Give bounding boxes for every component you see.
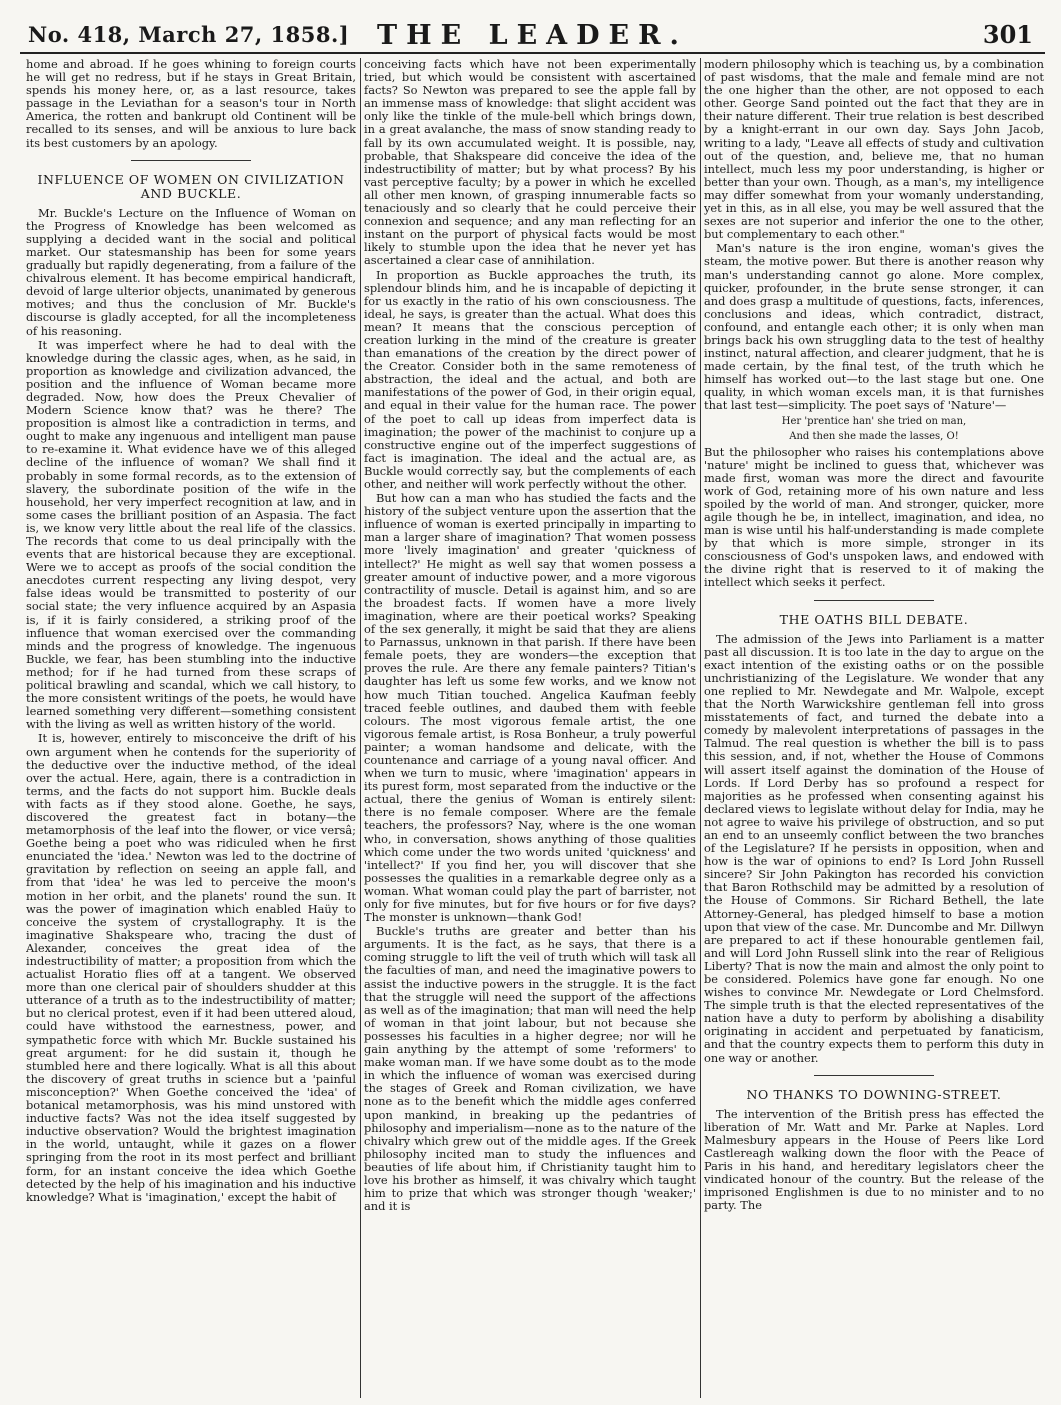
- divider: [131, 160, 251, 161]
- paragraph: Man's nature is the iron engine, woman's gives the steam, the motive power. But there is another reason why man's understanding cannot go alone. More complex, quicker, profounder, in the brute sense stronger, it can and does grasp a multitude of questions, facts, inferences, conclusions and ideas, which contradict, distract, confound, and entangle each other; it is only when man brings back his own struggling data to the test of healthy instinct, natural affection, and clearer judgment, that he is made certain, by the final test, of the truth which he himself has worked out—to the last stage but one. One quality, in which woman excels man, it is that furnishes that last test—simplicity. The poet says of 'Nature'—: [704, 241, 1044, 413]
- paragraph: Mr. Buckle's Lecture on the Influence of Woman on the Progress of Knowledge has been welcomed as supplying a decided want in the social and political market. Our statesmanship has been for some years gradually but rapidly degenerating, from a failure of the chivalrous element. It has become empirical handicraft, devoid of large ulterior objects, unanimated by generous motives; and thus the conclusion of Mr. Buckle's discourse is gladly accepted, for all the incompleteness of his reasoning.: [26, 205, 356, 338]
- verse-line: Her 'prentice han' she tried on man,: [781, 415, 967, 427]
- paragraph: It was imperfect where he had to deal with the knowledge during the classic ages, when, as he said, in proportion as knowledge and civilization advanced, the position and the influence of Woman became more degraded. Now, how does the Preux Chevalier of Modern Science know that? was he there? The proposition is almost like a contradiction in terms, and ought to make any ingenuous and intelligent man pause to re-examine it. What evidence have we of this alleged decline of the influence of woman? We shall find it probably in some formal records, as to the extension of slavery, the subordinate position of the wife in the household, her very imperfect recognition at law, and in some cases the brilliant position of an Aspasia. The fact is, we know very little about the real life of the classics. The records that come to us deal principally with the events that are historical because they are exceptional. Were we to accept as proofs of the social condition the anecdotes current respecting any living despot, very false ideas would be transmitted to posterity of our social state; the very influence acquired by an Aspasia is, if it is fairly considered, a striking proof of the influence that woman exercised over the commanding minds and the progress of knowledge. The ingenuous Buckle, we fear, has been stumbling into the inductive method; for if he had turned from these scraps of political brawling and scandal, which we call history, to the more consistent writings of the poets, he would have learned something very different—something consistent with the living as well as written history of the world.: [26, 337, 356, 732]
- page-number: 301: [982, 20, 1033, 49]
- newspaper-title: THE LEADER.: [377, 20, 688, 51]
- column-rule: [700, 58, 701, 1398]
- verse-line: And then she made the lasses, O!: [789, 430, 959, 442]
- paragraph: But how can a man who has studied the facts and the history of the subject venture upon the assertion that the influence of woman is exerted principally in imparting to man a larger share of imagination? That women possess more 'lively imagination' and greater 'quickness of intellect?' He might as well say that women possess a greater amount of inductive power, and a more vigorous contractility of muscle. Detail is against him, and so are the broadest facts. If women have a more lively imagination, where are their poetical works? Speaking of the sex generally, it might be said that they are aliens to Parnassus, unknown in that parish. If there have been female poets, they are wonders—the exception that proves the rule. Are there any female painters? Titian's daughter has left us some few works, and we know not how much Titian touched. Angelica Kaufman feebly traced feeble outlines, and daubed them with feeble colours. The most vigorous female artist, the one vigorous female artist, is Rosa Bonheur, a truly powerful painter; a woman handsome and delicate, with the countenance and carriage of a young naval officer. And when we turn to music, where 'imagination' appears in its purest form, most separated from the inductive or the actual, there the genius of Woman is entirely silent: there is no female composer. Where are the female teachers, the professors? Nay, where is the one woman who, in conversation, shows anything of those qualities which come under the two words united 'quickness' and 'intellect?' If you find her, you will discover that she possesses the qualities in a remarkable degree only as a woman. What woman could play the part of barrister, not only for five minutes, but for five hours or for five days? The monster is unknown—thank God!: [364, 491, 696, 925]
- masthead: [20, 18, 1045, 54]
- paragraph: modern philosophy which is teaching us, by a combination of past wisdoms, that the male and female mind are not the one higher than the other, are not opposed to each other. George Sand pointed out the fact that they are in their nature different. Their true relation is best described by a knight-errant in our own day. Says John Jacob, writing to a lady, "Leave all effects of study and cultivation out of the question, and, believe me, that no human intellect, much less my poor understanding, is higher or better than your own. Though, as a man's, my intelligence may differ somewhat from your womanly understanding, yet in this, as in all else, you may be well assured that the sexes are not superior and inferior the one to the other, but complementary to each other.": [704, 58, 1044, 242]
- paragraph: But the philosopher who raises his contemplations above 'nature' might be inclined to guess that, whichever was made first, woman was more the direct and favourite work of God, retaining more of his own nature and less spoiled by the world of man. And stronger, quicker, more agile though he be, in intellect, imagination, and idea, no man is wise until his half-understanding is made complete by that which is more simple, stronger in its consciousness of God's unspoken laws, and endowed with the divine right that is reserved to it of making the intellect which seeks it perfect.: [704, 444, 1044, 590]
- article-heading: THE OATHS BILL DEBATE.: [779, 611, 969, 627]
- divider: [814, 1075, 934, 1076]
- paragraph: The intervention of the British press has effected the liberation of Mr. Watt and Mr. Parke at Naples. Lord Malmesbury appears in the House of Peers like Lord Castlereagh walking down the floor with the Peace of Paris in his hand, and hereditary legislators cheer the vindicated honour of the country. But the release of the imprisoned Englishmen is due to no minister and to no party. The: [704, 1106, 1044, 1213]
- article-heading: NO THANKS TO DOWNING-STREET.: [746, 1086, 1002, 1102]
- paragraph: home and abroad. If he goes whining to foreign courts he will get no redress, but if he stays in Great Britain, spends his money here, or, as a last resource, takes passage in the Leviathan for a season's tour in North America, the rotten and bankrupt old Continent will be recalled to its senses, and will be anxious to lure back its best customers by an apology.: [26, 58, 356, 150]
- paragraph: The admission of the Jews into Parliament is a matter past all discussion. It is too late in the day to argue on the exact intention of the existing oaths or on the possible unchristianizing of the Legislature. We wonder that any one replied to Mr. Newdegate and Mr. Walpole, except that the North Warwickshire gentleman fell into gross misstatements of fact, and turned the debate into a comedy by malevolent interpretations of passages in the Talmud. The real question is whether the bill is to pass this session, and, if not, whether the House of Commons will assert itself against the domination of the House of Lords. If Lord Derby has so profound a respect for majorities as he professed when consenting against his declared views to legislate without delay for India, may he not agree to waive his privilege of obstruction, and so put an end to an unseemly conflict between the two branches of the Legislature? If he persists in opposition, when and how is the war of opinions to end? Is Lord John Russell sincere? Sir John Pakington has recorded his conviction that Baron Rothschild may be admitted by a resolution of the House of Commons. Sir Richard Bethell, the late Attorney-General, has pledged himself to base a motion upon that view of the case. Mr. Duncombe and Mr. Dillwyn are prepared to act if these honourable gentlemen fail, and will Lord John Russell slink into the rear of Religious Liberty? That is now the main and almost the only point to be considered. Polemics have gone far enough. No one wishes to convince Mr. Newdegate or Lord Chelmsford. The simple truth is that the elected representatives of the nation have a duty to perform by abolishing a disability originating in accident and perpetuated by fanaticism, and that the country expects them to perform this duty in one way or another.: [704, 631, 1044, 1065]
- paragraph: conceiving facts which have not been experimentally tried, but which would be consistent with ascertained facts? So Newton was prepared to see the apple fall by an immense mass of knowledge: that slight accident was only like the tinkle of the mule-bell which brings down, in a great avalanche, the mass of snow standing ready to fall by its own accumulated weight. It is possible, nay, probable, that Shakspeare did conceive the idea of the indestructibility of matter; but by what process? By his vast perceptive faculty; by a power in which he excelled all other men known, of grasping innumerable facts so tenaciously and so clearly that he could perceive their connexion and sequence; and any man reflecting for an instant on the purport of physical facts would be most likely to stumble upon the idea that he never yet has ascertained a clear case of annihilation.: [364, 58, 696, 268]
- column-1: [26, 58, 356, 1396]
- paragraph: Buckle's truths are greater and better than his arguments. It is the fact, as he says, that there is a coming struggle to lift the veil of truth which will task all the faculties of man, and need the imaginative powers to assist the inductive powers in the struggle. It is the fact that the struggle will need the support of the affections as well as of the imagination; that man will need the help of woman in that joint labour, but not because she possesses his faculties in a higher degree; nor will he gain anything by the attempt of some 'reformers' to make woman man. If we have some doubt as to the mode in which the influence of woman was exercised during the stages of Greek and Roman civilization, we have none as to the benefit which the middle ages conferred upon mankind, in breaking up the pedantries of philosophy and imperialism—none as to the nature of the chivalry which grew out of the middle ages. If the Greek philosophy incited man to study the influences and beauties of life about him, if Christianity taught him to love his brother as himself, it was chivalry which taught him to prize that which was stronger though 'weaker;' and it is: [364, 924, 696, 1214]
- column-3: [704, 58, 1044, 1396]
- column-2: [364, 58, 696, 1396]
- divider: [814, 600, 934, 601]
- column-rule: [360, 58, 361, 1398]
- article-heading: INFLUENCE OF WOMEN ON CIVILIZATION AND BUCKLE.: [37, 171, 345, 201]
- issue-date: No. 418, March 27, 1858.]: [28, 22, 350, 47]
- paragraph: In proportion as Buckle approaches the truth, its splendour blinds him, and he is incapable of depicting it for us exactly in the ratio of his own consciousness. The ideal, he says, is greater than the actual. What does this mean? It means that the conscious perception of creation lurking in the mind of the creature is greater than emanations of the creation by the direct power of the Creator. Consider both in the same remoteness of abstraction, the ideal and the actual, and both are manifestations of the power of God, in their origin equal, and equal in their value for the human race. The power of the poet to call up ideas from imperfect data is imagination; the power of the machinist to conjure up a constructive engine out of the imperfect suggestions of fact is imagination. The ideal and the actual are, as Buckle would correctly say, but the complements of each other, and neither will work perfectly without the other.: [364, 267, 696, 491]
- paragraph: It is, however, entirely to misconceive the drift of his own argument when he contends for the superiority of the deductive over the inductive method, of the ideal over the actual. Here, again, there is a contradiction in terms, and the facts do not support him. Buckle deals with facts as if they stood alone. Goethe, he says, discovered the greatest fact in botany—the metamorphosis of the leaf into the flower, or vice versâ; Goethe being a poet who was ridiculed when he first enunciated the 'idea.' Newton was led to the doctrine of gravitation by reflection on seeing an apple fall, and from that 'idea' he was led to perceive the moon's motion in her orbit, and the planets' round the sun. It was the power of imagination which enabled Haüy to conceive the system of crystallography. It is the imaginative Shakspeare who, tracing the dust of Alexander, conceives the great idea of the indestructibility of matter; a proposition from which the actualist Horatio flies off at a tangent. We observed more than one clerical pair of shoulders shudder at this utterance of a truth as to the indestructibility of matter; but no clerical protest, even if it had been uttered aloud, could have withstood the earnestness, power, and sympathetic force with which Mr. Buckle sustained his great argument: for he did sustain it, though he stumbled here and there logically. What is all this about the discovery of great truths in science but a 'painful misconception?' When Goethe conceived the 'idea' of botanical metamorphosis, was his mind unstored with inductive facts? Was not the idea itself suggested by inductive observation? Would the brightest imagination in the world, untaught, while it gazes on a flower springing from the root in its most perfect and brilliant form, for an instant conceive the idea which Goethe detected by the help of his imagination and his inductive knowledge? What is 'imagination,' except the habit of: [26, 731, 356, 1204]
